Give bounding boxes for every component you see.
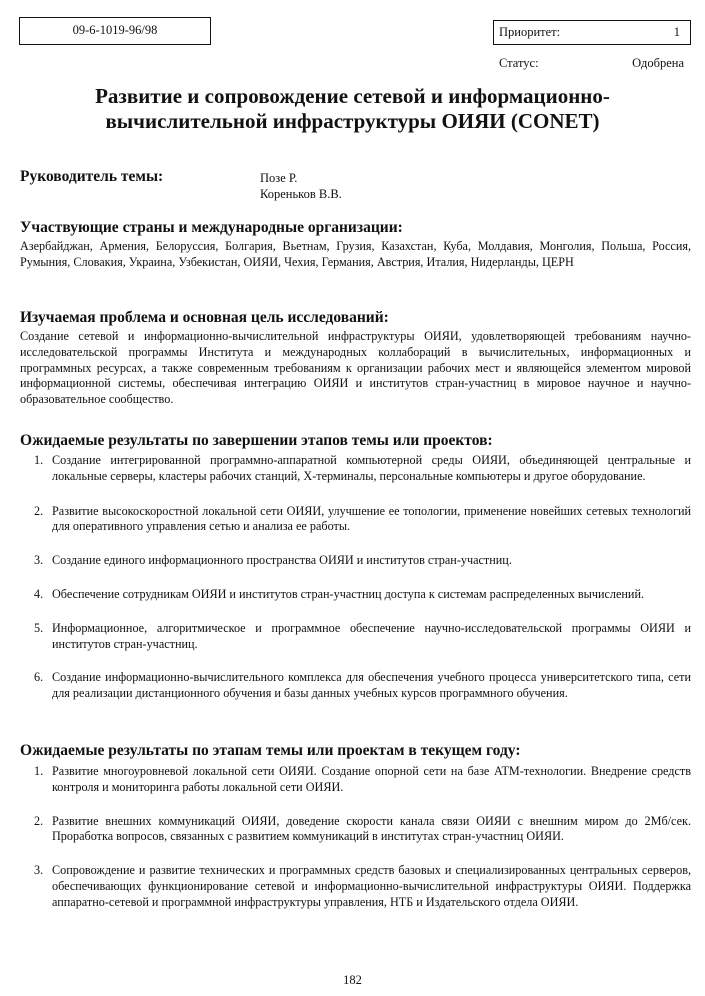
leaders-list	[260, 170, 342, 202]
item-number: 2.	[34, 503, 44, 518]
list-item	[20, 621, 691, 653]
item-text: Создание интегрированной программно-аппаратной компьютерной среды ОИЯИ, объединяющей центральные и локальные серверы, кластеры рабочих станций, X-терминалы, персональные компьютеры и другое оборудование.	[52, 453, 691, 483]
item-number: 6.	[34, 670, 44, 685]
priority-box	[493, 20, 691, 45]
topic-code: 09-6-1019-96/98	[72, 23, 158, 37]
item-number: 3.	[34, 553, 44, 568]
status-label: Статус:	[499, 56, 539, 70]
list-item	[20, 814, 691, 846]
item-number: 5.	[34, 620, 44, 635]
item-text: Создание единого информационного пространства ОИЯИ и институтов стран-участниц.	[52, 553, 512, 568]
item-text: Развитие многоуровневой локальной сети ОИЯИ. Создание опорной сети на базе ATM-технологии. Внедрение средств контроля и мониторинга работы локальной сети ОИЯИ.	[52, 764, 691, 794]
final-results-list	[20, 453, 691, 702]
item-number: 1.	[34, 764, 44, 778]
topic-code-box	[19, 17, 211, 45]
problem-heading: Изучаемая проблема и основная цель исследований:	[20, 309, 389, 326]
final-results-heading: Ожидаемые результаты по завершении этапов темы или проектов:	[20, 432, 493, 449]
item-number: 3.	[34, 863, 44, 878]
item-text: Развитие высокоскоростной локальной сети ОИЯИ, улучшение ее топологии, применение новейших сетевых технологий для оперативного управления сетью и анализа ее работы.	[52, 503, 691, 534]
list-item	[20, 453, 691, 485]
priority-label: Приоритет:	[499, 25, 561, 39]
list-item	[20, 863, 691, 910]
document-title: Развитие и сопровождение сетевой и информационно-вычислительной инфраструктуры ОИЯИ (CONET)	[95, 84, 610, 133]
countries-text: Азербайджан, Армения, Белоруссия, Болгария, Вьетнам, Грузия, Казахстан, Куба, Молдавия, Монголия, Польша, Россия, Румыния, Словакия, Украина, Узбекистан, ОИЯИ, Чехия, Германия, Австрия, Италия, Нидерланды, ЦЕРН	[20, 239, 691, 269]
page-number: 182	[343, 973, 362, 987]
item-text: Обеспечение сотрудникам ОИЯИ и институтов стран-участниц доступа к системам распределенных вычислений.	[52, 586, 645, 601]
item-number: 4.	[34, 586, 44, 601]
item-number: 2.	[34, 813, 44, 828]
leaders-heading: Руководитель темы:	[20, 168, 164, 185]
item-number: 1.	[34, 453, 44, 467]
current-results-list	[20, 764, 691, 911]
current-results-heading: Ожидаемые результаты по этапам темы или проектам в текущем году:	[20, 742, 521, 759]
item-text: Развитие внешних коммуникаций ОИЯИ, доведение скорости канала связи ОИЯИ с внешним миром до 2Мб/сек. Проработка вопросов, связанных с развитием коммуникаций в институтах стран-участниц ОИЯИ.	[52, 813, 691, 844]
item-text: Сопровождение и развитие технических и программных средств базовых и специализированных центральных серверов, обеспечивающих функционирование сетевой и информационно-вычислительной инфраструктуры ОИЯИ. Поддержка аппаратно-сетевой и программной инфраструктуры управления, НТБ и Издательского отдела ОИЯИ.	[52, 863, 691, 909]
countries-heading: Участвующие страны и международные организации:	[20, 219, 403, 236]
item-text: Создание информационно-вычислительного комплекса для обеспечения учебного процесса университетского типа, сети для реализации дистанционного обучения и базы данных учебных курсов программного обучения.	[52, 670, 691, 701]
leader-name: Кореньков В.В.	[260, 187, 342, 201]
priority-value: 1	[673, 25, 680, 39]
leader-name: Позе Р.	[260, 171, 298, 185]
status-value: Одобрена	[632, 56, 684, 70]
list-item	[20, 553, 691, 569]
list-item	[20, 670, 691, 702]
list-item	[20, 504, 691, 536]
problem-text: Создание сетевой и информационно-вычислительной инфраструктуры ОИЯИ, удовлетворяющей требованиям научно-исследовательской программы Института и международных коллабораций в вычислительных, информационных и программных ресурсах, а также современным требованиям к организации рабочих мест и являющейся элементом мировой информационной системы, обеспечивая интеграцию ОИЯИ и институтов стран-участниц в мировое научное и научно-образовательное сообщество.	[20, 329, 691, 407]
item-text: Информационное, алгоритмическое и программное обеспечение научно-исследовательской программы ОИЯИ и институтов стран-участниц.	[52, 620, 691, 651]
list-item	[20, 587, 691, 603]
list-item	[20, 764, 691, 796]
